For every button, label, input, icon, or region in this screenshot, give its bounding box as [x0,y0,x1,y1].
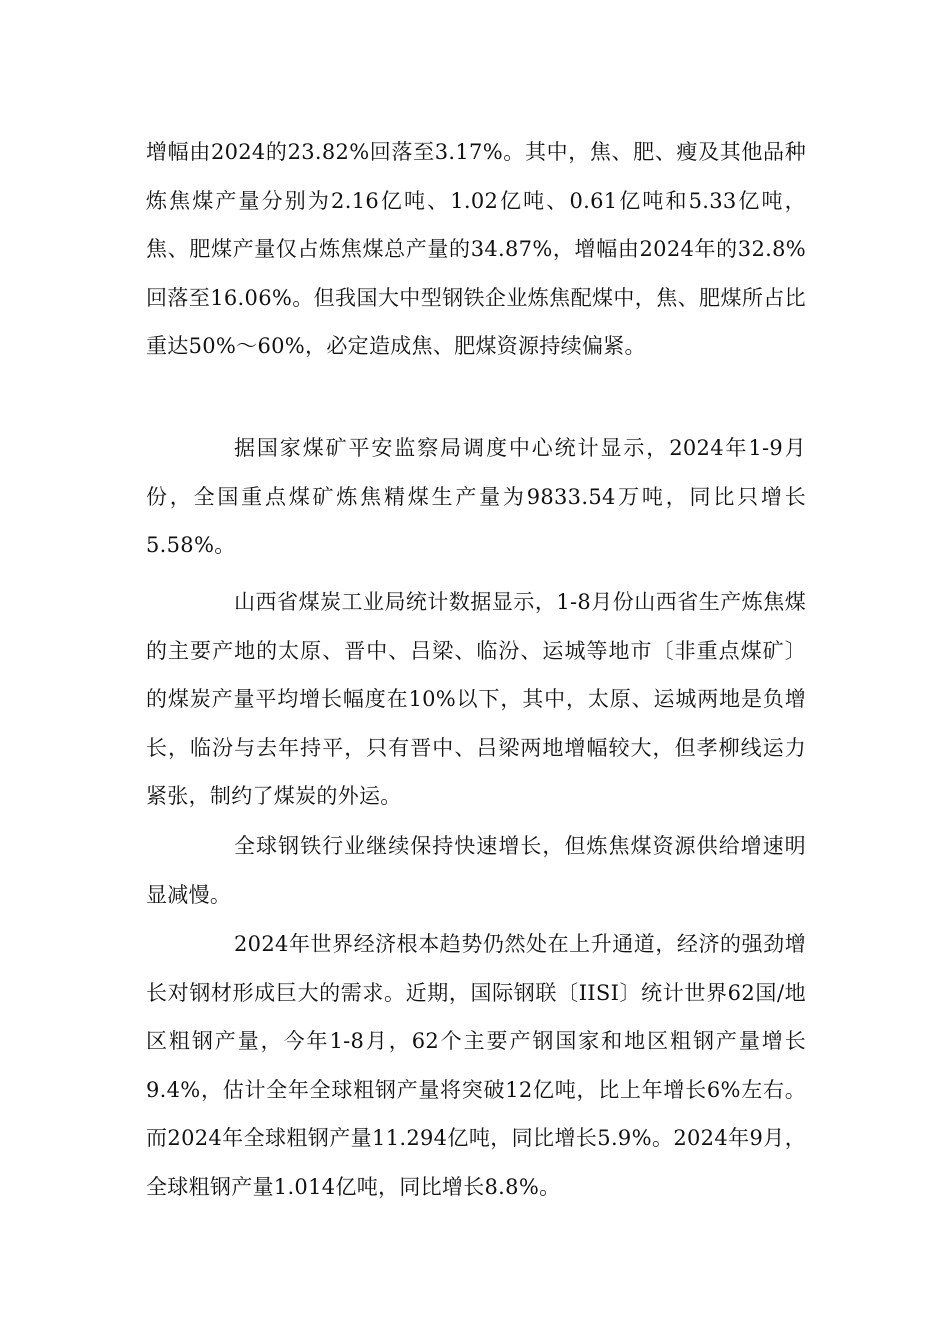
paragraph-coking-coal-output: 增幅由2024的23.82%回落至3.17%。其中，焦、肥、瘦及其他品种炼焦煤产量分别为2.16亿吨、1.02亿吨、0.61亿吨和5.33亿吨，焦、肥煤产量仅占炼焦煤总产量的34.87%，增幅由2024年的32.8%回落至16.06%。但我国大中型钢铁企业炼焦配煤中，焦、肥煤所占比重达50%～60%，必定造成焦、肥煤资源持续偏紧。 [146,140,806,358]
paragraph-national-mines-statistics: 据国家煤矿平安监察局调度中心统计显示，2024年1-9月份，全国重点煤矿炼焦精煤生产量为9833.54万吨，同比只增长5.58%。 [146,436,806,557]
paragraph-shanxi-statistics: 山西省煤炭工业局统计数据显示，1-8月份山西省生产炼焦煤的主要产地的太原、晋中、吕梁、临汾、运城等地市〔非重点煤矿〕的煤炭产量平均增长幅度在10%以下，其中，太原、运城两地是负增长，临汾与去年持平，只有晋中、吕梁两地增幅较大，但孝柳线运力紧张，制约了煤炭的外运。 [146,590,806,808]
paragraph-global-steel-heading: 全球钢铁行业继续保持快速增长，但炼焦煤资源供给增速明显减慢。 [146,834,806,907]
paragraph-global-steel-output: 2024年世界经济根本趋势仍然处在上升通道，经济的强劲增长对钢材形成巨大的需求。近期，国际钢联〔IISI〕统计世界62国/地区粗钢产量，今年1-8月，62个主要产钢国家和地区粗钢产量增长9.4%，估计全年全球粗钢产量将突破12亿吨，比上年增长6%左右。而2024年全球粗钢产量11.294亿吨，同比增长5.9%。2024年9月，全球粗钢产量1.014亿吨，同比增长8.8%。 [146,932,806,1199]
